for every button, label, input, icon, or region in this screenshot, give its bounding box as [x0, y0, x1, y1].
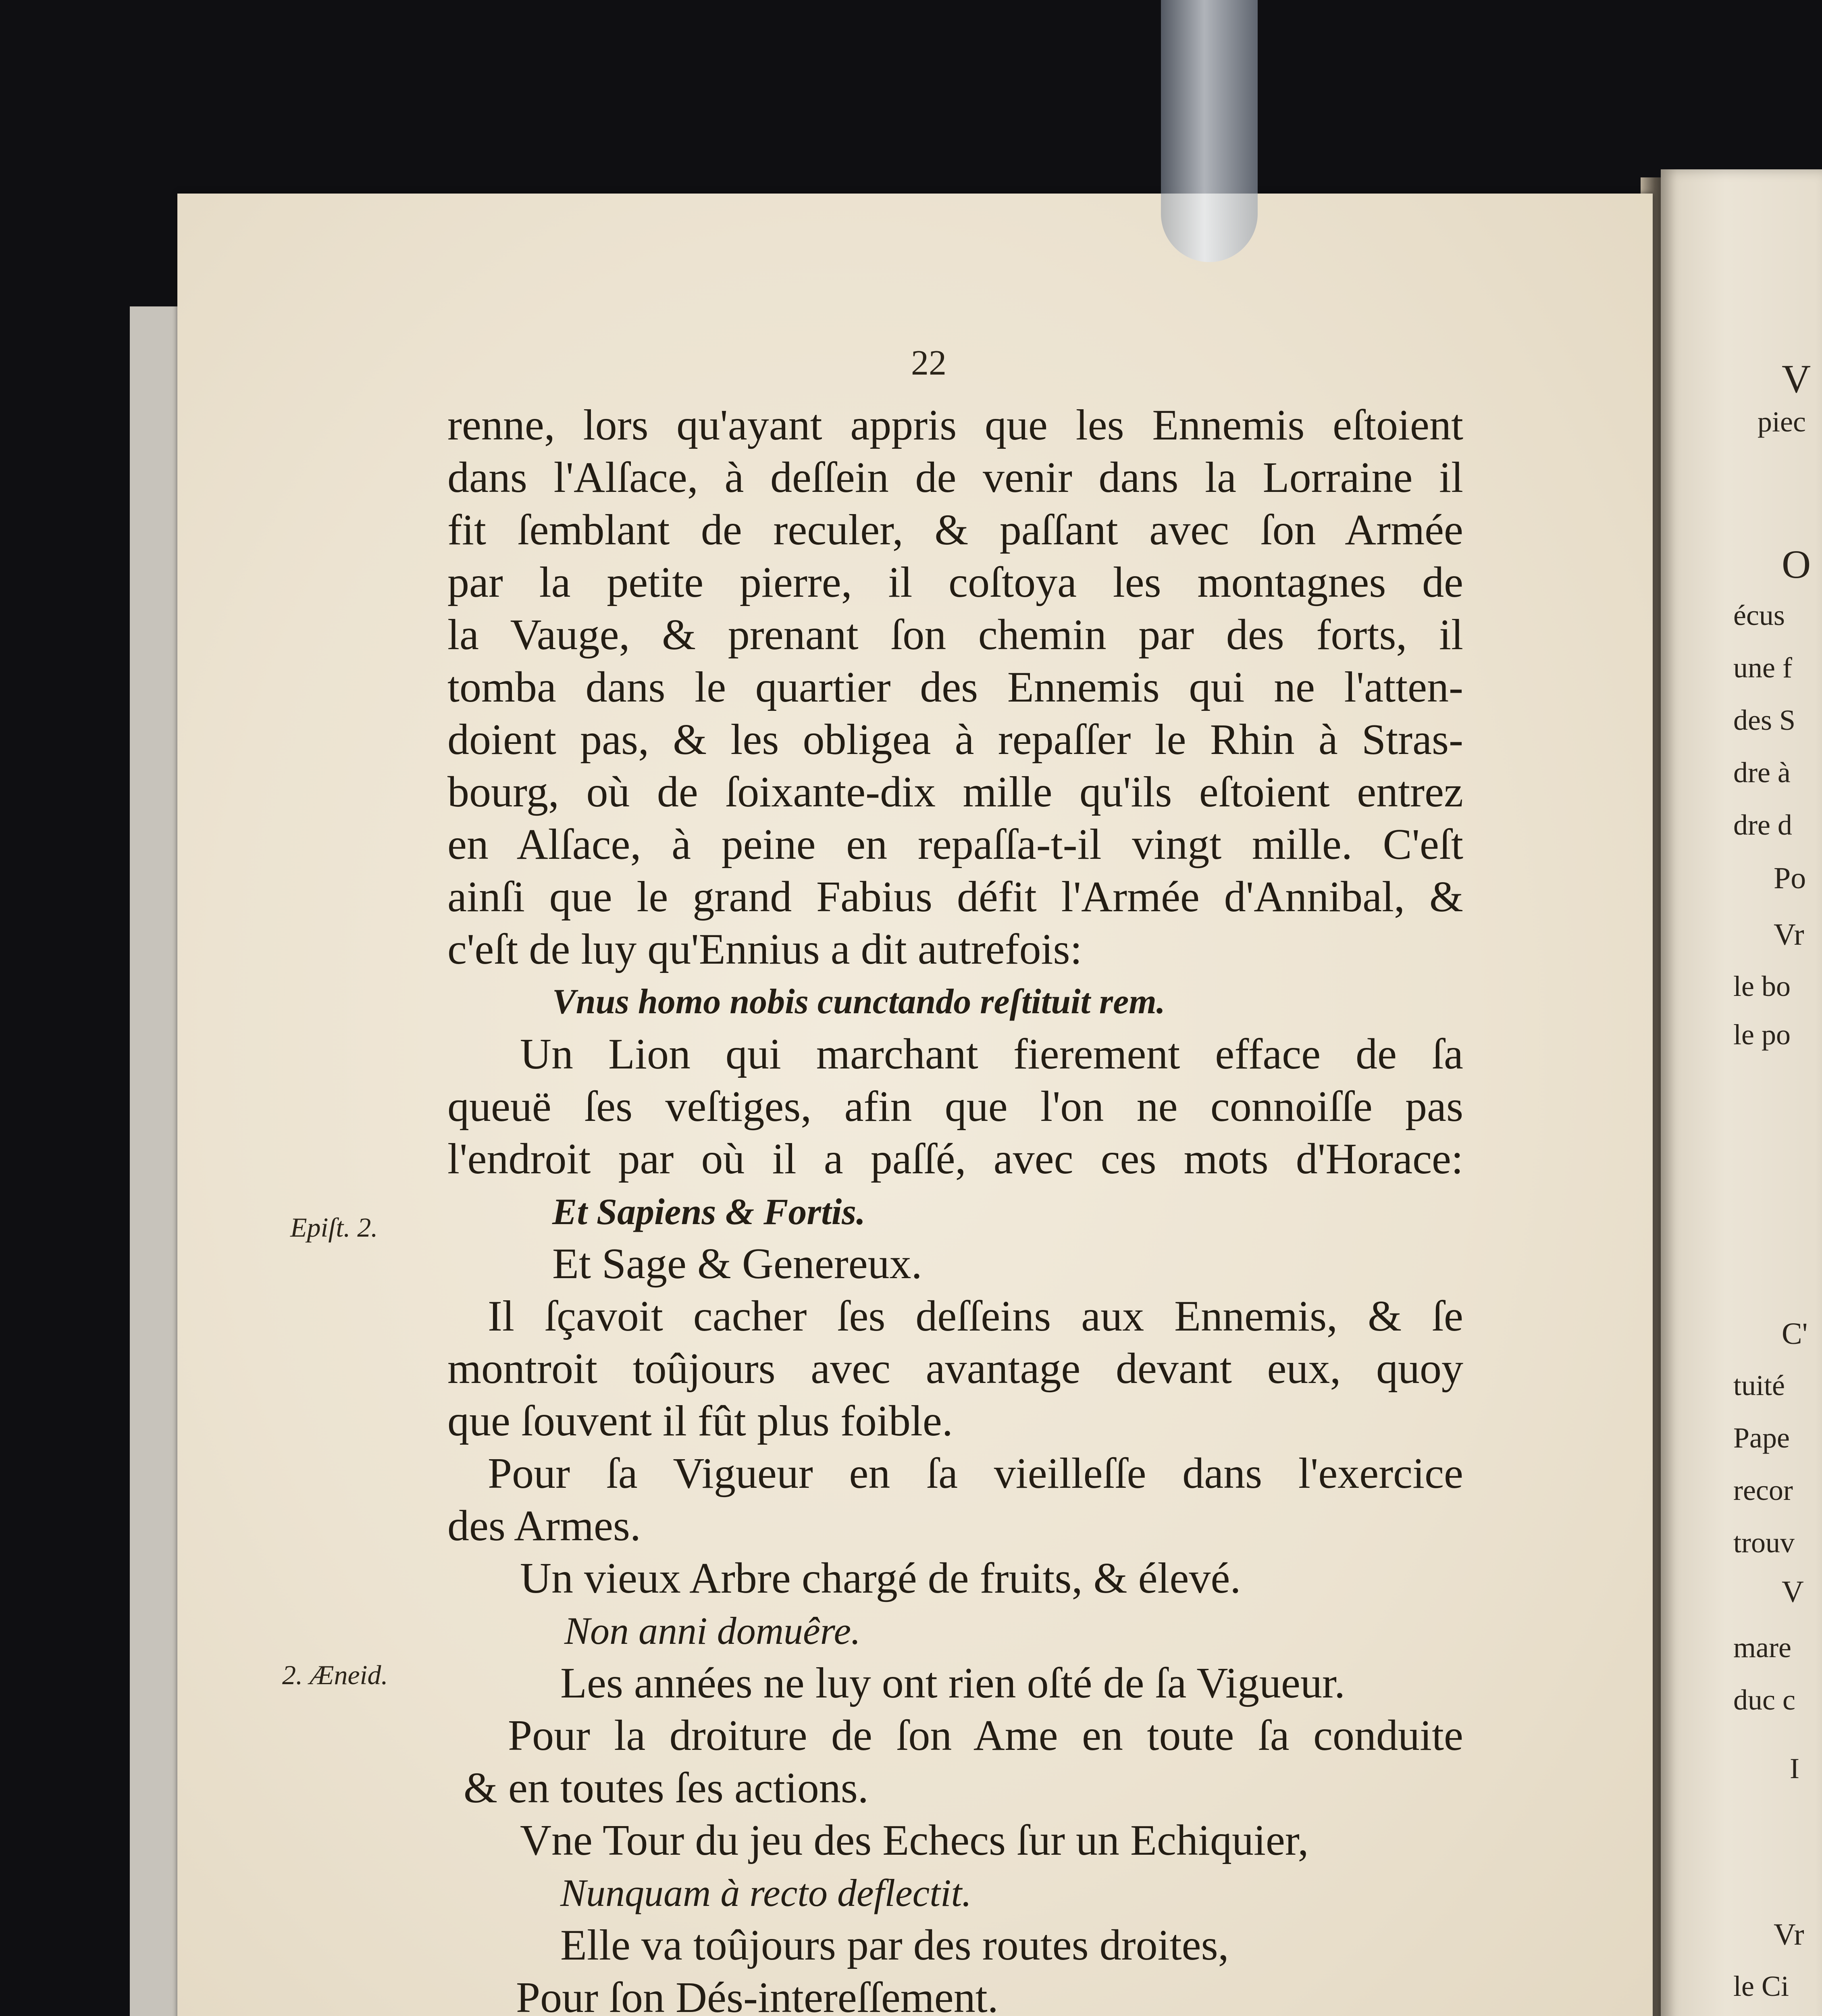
facing-page-fragment: I [1790, 1752, 1799, 1785]
facing-page-fragment: le po [1733, 1018, 1791, 1051]
text-line: & en toutes ſes actions. [464, 1764, 869, 1812]
text-line: la Vauge, & prenant ſon chemin par des forts, il [447, 611, 1463, 659]
text-line: Elle va toûjours par des routes droites, [560, 1921, 1229, 1969]
page-clip-top [1161, 0, 1258, 262]
text-line: l'endroit par où il a paſſé, avec ces mots d'Horace: [447, 1135, 1463, 1183]
quote-line: Non anni domuêre. [564, 1609, 861, 1652]
facing-page-fragment: piec [1758, 406, 1806, 438]
facing-page-fragment: recor [1733, 1474, 1793, 1506]
text-line: ainſi que le grand Fabius défit l'Armée d'Annibal, & [447, 873, 1463, 921]
text-line: en Alſace, à peine en repaſſa-t-il vingt mille. C'eſt [447, 821, 1463, 868]
facing-page-fragment: duc c [1733, 1684, 1795, 1716]
facing-page-fragment: le Ci [1733, 1970, 1789, 2002]
facing-page-fragment: V [1782, 1575, 1804, 1609]
margin-note: 2. Æneid. [282, 1660, 388, 1690]
text-line: fit ſemblant de reculer, & paſſant avec ſon Armée [447, 506, 1463, 554]
text-line: Les années ne luy ont rien oſté de ſa Vigueur. [560, 1659, 1345, 1707]
text-line: Il ſçavoit cacher ſes deſſeins aux Ennemis, & ſe [488, 1292, 1463, 1340]
text-line: Pour ſon Dés-intereſſement. [516, 1974, 998, 2016]
facing-page-fragment: Vr [1774, 1918, 1804, 1951]
facing-page-fragment: dre d [1733, 809, 1792, 841]
text-line: queuë ſes veſtiges, afin que l'on ne connoiſſe pas [447, 1083, 1463, 1131]
facing-page-fragment: écus [1733, 599, 1785, 631]
quote-line: Vnus homo nobis cunctando reſtituit rem. [552, 982, 1165, 1021]
text-line: tomba dans le quartier des Ennemis qui ne l'atten- [447, 663, 1463, 711]
quote-line: Nunquam à recto deflectit. [560, 1871, 972, 1914]
facing-page-fragment: dre à [1733, 756, 1791, 789]
text-line: Et Sage & Genereux. [552, 1240, 922, 1288]
text-line: c'eſt de luy qu'Ennius a dit autrefois: [447, 925, 1082, 973]
facing-page-fragment: mare [1733, 1631, 1791, 1664]
facing-page-fragment: le bo [1733, 970, 1791, 1002]
facing-page-fragment: des S [1733, 704, 1796, 736]
facing-page-fragment: O [1782, 542, 1811, 587]
facing-page [1661, 169, 1822, 2016]
text-line: renne, lors qu'ayant appris que les Ennemis eſtoient [447, 401, 1463, 449]
facing-page-fragment: V [1782, 356, 1811, 401]
facing-page-fragment: trouv [1733, 1527, 1795, 1559]
text-line: Un Lion qui marchant fierement efface de ſa [520, 1030, 1463, 1078]
text-line: des Armes. [447, 1502, 641, 1550]
text-line: par la petite pierre, il coſtoya les montagnes de [447, 558, 1463, 606]
margin-note: Epiſt. 2. [290, 1212, 378, 1243]
facing-page-fragment: Pape [1733, 1422, 1790, 1454]
text-line: que ſouvent il fût plus foible. [447, 1397, 953, 1445]
facing-page-fragment: C' [1782, 1317, 1808, 1351]
text-line: Pour la droiture de ſon Ame en toute ſa conduite [508, 1712, 1463, 1760]
quote-line: Et Sapiens & Fortis. [552, 1191, 866, 1232]
facing-page-fragment: Po [1774, 861, 1806, 895]
page-number: 22 [911, 344, 946, 383]
text-line: doient pas, & les obligea à repaſſer le Rhin à Stras- [447, 716, 1463, 764]
text-line: bourg, où de ſoixante-dix mille qu'ils eſtoient entrez [447, 768, 1463, 816]
text-line: montroit toûjours avec avantage devant eux, quoy [447, 1345, 1463, 1393]
text-line: dans l'Alſace, à deſſein de venir dans la Lorraine il [447, 454, 1463, 502]
text-line: Vne Tour du jeu des Echecs ſur un Echiquier, [520, 1816, 1309, 1864]
text-line: Pour ſa Vigueur en ſa vieilleſſe dans l'exercice [488, 1450, 1463, 1497]
text-line: Un vieux Arbre chargé de fruits, & élevé. [520, 1554, 1241, 1602]
facing-page-fragment: Vr [1774, 918, 1804, 952]
facing-page-fragment: une f [1733, 652, 1792, 684]
facing-page-fragment: tuité [1733, 1369, 1785, 1402]
